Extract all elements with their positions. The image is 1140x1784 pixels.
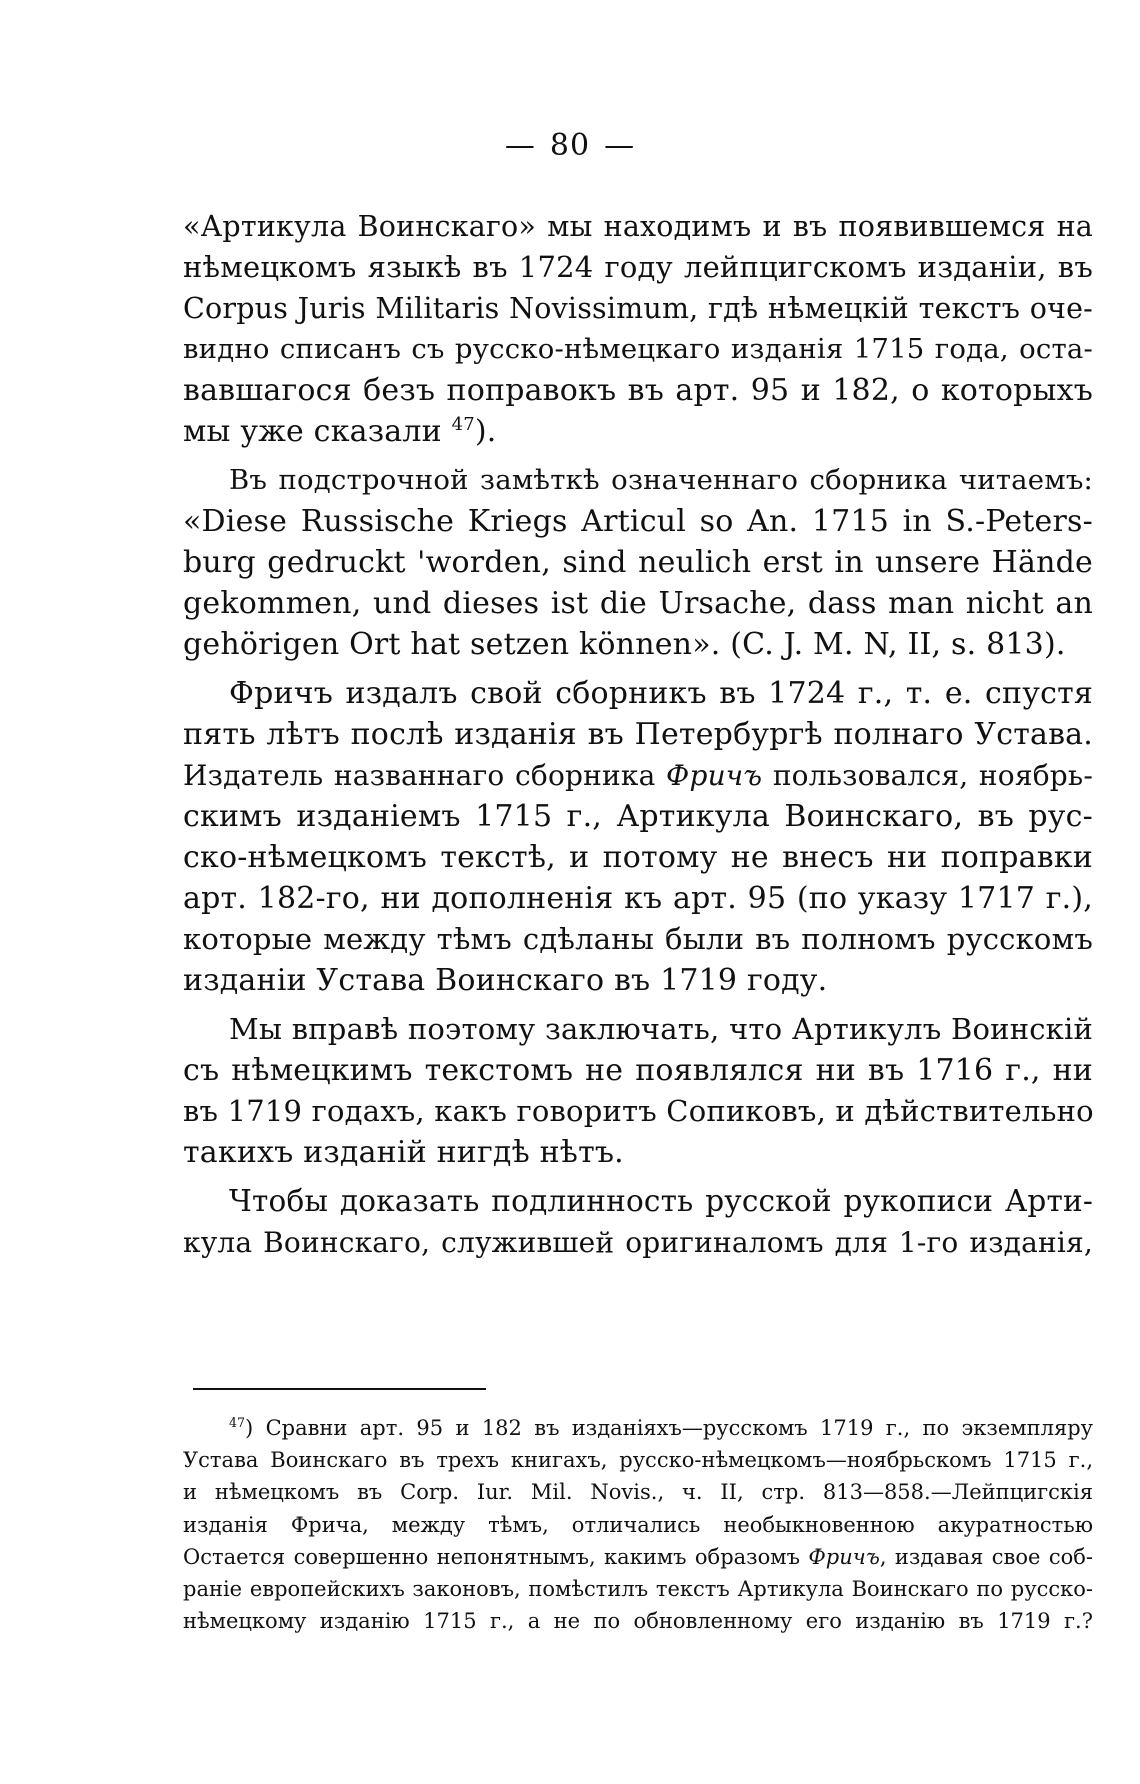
text-line: арт. 182-го, ни дополненія къ арт. 95 (по указу 1717 г.), <box>183 881 1093 916</box>
footnote-separator <box>193 1388 486 1390</box>
footnote-line: Устава Воинскаго въ трехъ книгахъ, русско-нѣмецкомъ—ноябрьскомъ 1715 г., <box>183 1448 1093 1473</box>
text-line: кула Воинскаго, служившей оригиналомъ для 1-го изданія, <box>183 1226 1093 1259</box>
text-line: Въ подстрочной замѣткѣ означеннаго сборника читаемъ: <box>229 464 1093 496</box>
text-line: съ нѣмецкимъ текстомъ не появлялся ни въ 1716 г., ни <box>183 1053 1093 1088</box>
page-number-dash-left: — <box>504 128 536 163</box>
text-fragment: , издавая свое соб- <box>879 1544 1093 1569</box>
text-fragment: ) Сравни арт. 95 и 182 въ изданіяхъ—русскомъ 1719 г., по экземпляру <box>245 1416 1093 1440</box>
footnote-number: 47 <box>229 1415 246 1430</box>
page-number <box>0 128 1140 163</box>
text-line: изданіи Устава Воинскаго въ 1719 году. <box>183 963 828 998</box>
text-line: Фричъ издалъ свой сборникъ въ 1724 г., т. е. спустя <box>229 676 1093 711</box>
text-line: gekommen, und dieses ist die Ursache, dass man nicht an <box>183 586 1093 621</box>
text-line: видно списанъ съ русско-нѣмецкаго изданія 1715 года, оста- <box>183 333 1093 365</box>
text-line: Мы вправѣ поэтому заключать, что Артикулъ Воинскій <box>229 1012 1093 1046</box>
text-line: «Артикула Воинскаго» мы находимъ и въ появившемся на <box>183 210 1093 243</box>
text-line: «Diese Russische Kriegs Articul so An. 1715 in S.-Peters- <box>183 504 1093 539</box>
italic-name: Фричъ <box>666 759 763 792</box>
text-fragment: Остается совершенно непонятнымъ, какимъ образомъ <box>183 1544 809 1569</box>
text-fragment: Издатель названнаго сборника <box>183 759 666 792</box>
text-line: вавшагося безъ поправокъ въ арт. 95 и 182, о которыхъ <box>183 373 1093 408</box>
text-fragment: пользовался, ноябрь- <box>762 759 1093 792</box>
page-number-value: 80 <box>549 128 591 163</box>
italic-name: Фричъ <box>808 1544 880 1569</box>
footnote <box>183 1412 1093 1637</box>
text-line: нѣмецкомъ языкѣ въ 1724 году лейпцигскомъ изданіи, въ <box>183 250 1093 284</box>
text-line: gehörigen Ort hat setzen können». (C. J. M. N, II, s. 813). <box>183 627 1066 662</box>
footnote-line <box>183 1541 1093 1573</box>
footnote-line <box>183 1412 1093 1444</box>
text-fragment: мы уже сказали <box>183 414 442 449</box>
text-line: burg gedruckt 'worden, sind neulich erst in unsere Hände <box>183 545 1093 580</box>
text-line: скимъ изданіемъ 1715 г., Артикула Воинскаго, въ рус- <box>183 799 1093 834</box>
text-line: ско-нѣмецкомъ текстѣ, и потому не внесъ ни поправки <box>183 840 1093 875</box>
main-text <box>183 206 1093 1263</box>
text-line: пять лѣтъ послѣ изданія въ Петербургѣ полнаго Устава. <box>183 717 1093 752</box>
footnote-line: изданія Фрича, между тѣмъ, отличались необыкновенною акуратностью <box>183 1512 1093 1537</box>
text-line: Чтобы доказать подлинность русской рукописи Арти- <box>229 1184 1093 1218</box>
text-line <box>183 755 1093 796</box>
text-line: въ 1719 годахъ, какъ говоритъ Сопиковъ, и дѣйствительно <box>183 1094 1094 1128</box>
footnote-line: и нѣмецкомъ въ Corp. Iur. Mil. Novis., ч. II, стр. 813—858.—Лейпцигскія <box>183 1480 1093 1505</box>
text-fragment: ). <box>474 414 497 449</box>
footnote-line: раніе европейскихъ законовъ, помѣстилъ текстъ Артикула Воинскаго по русско- <box>183 1576 1093 1601</box>
page-number-dash-right: — <box>604 128 636 163</box>
footnote-line: нѣмецкому изданію 1715 г., а не по обновленному его изданію въ 1719 г.? <box>183 1609 1093 1634</box>
text-line <box>183 411 1093 452</box>
text-line: Corpus Juris Militaris Novissimum, гдѣ нѣмецкій текстъ оче- <box>183 292 1093 325</box>
text-line: которые между тѣмъ сдѣланы были въ полномъ русскомъ <box>183 922 1093 956</box>
text-line: такихъ изданій нигдѣ нѣтъ. <box>183 1135 624 1170</box>
footnote-reference: 47 <box>451 414 475 435</box>
